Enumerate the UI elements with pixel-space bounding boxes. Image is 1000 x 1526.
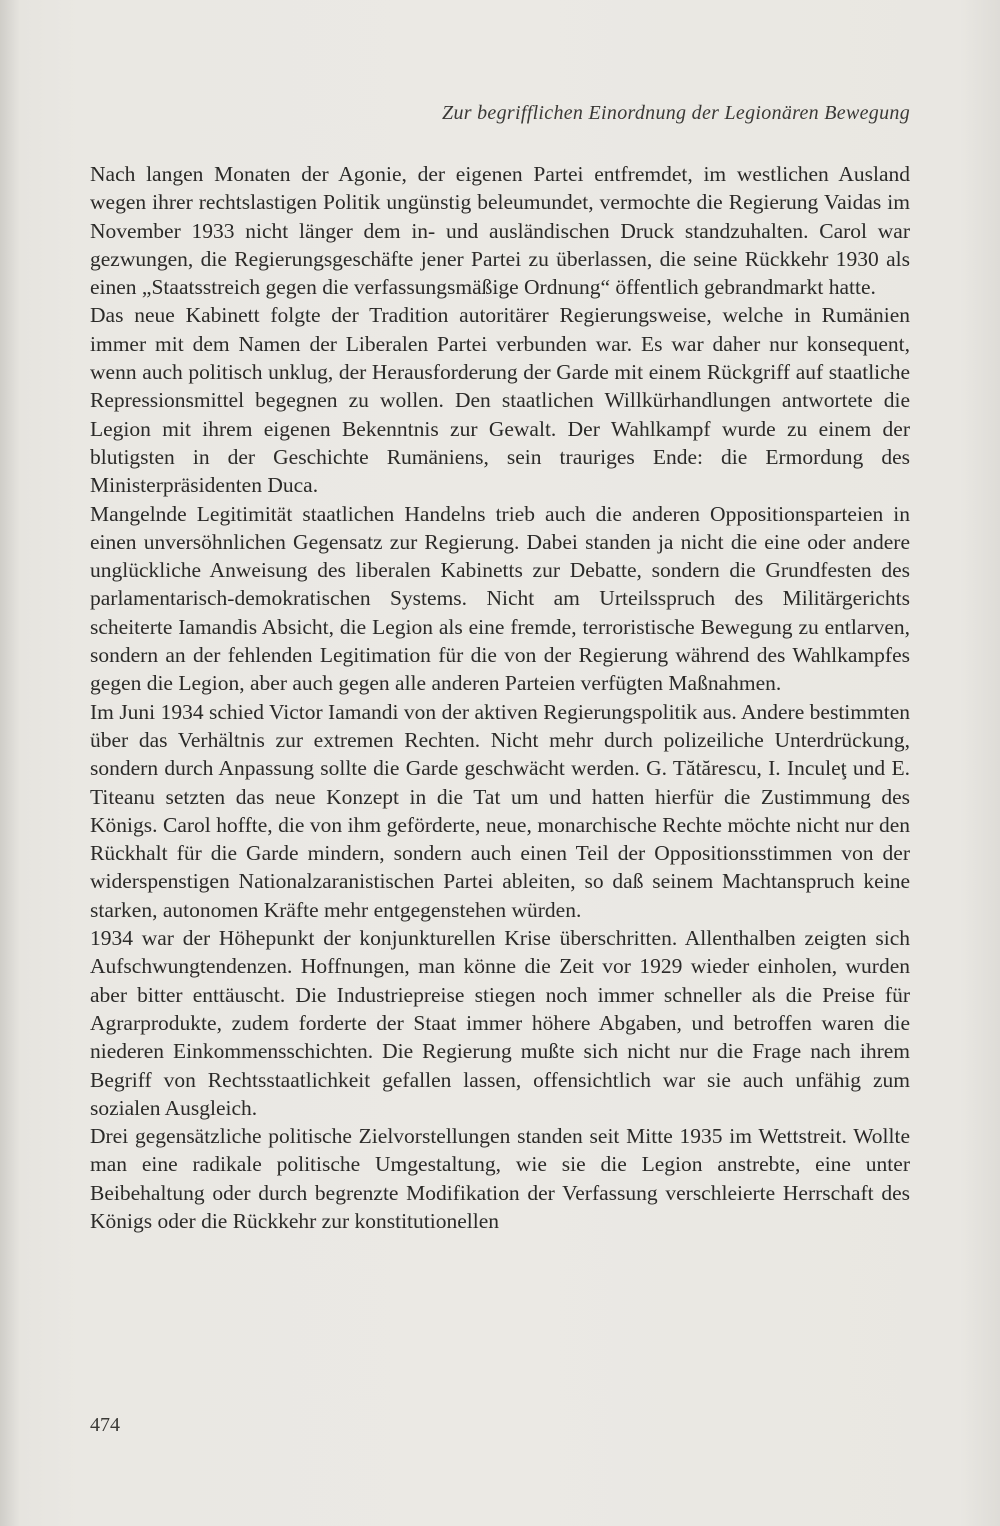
paragraph: Mangelnde Legitimität staatlichen Handelns trieb auch die anderen Oppositionsparteien in einen unversöhnlichen Gegensatz zur Regierung. Dabei standen ja nicht die eine oder andere unglückliche Anweisung des liberalen Kabinetts zur Debatte, sondern die Grundfesten des parlamentarisch-demokratischen Systems. Nicht am Urteilsspruch des Militärgerichts scheiterte Iamandis Absicht, die Legion als eine fremde, terroristische Bewegung zu entlarven, sondern an der fehlenden Legitimation für die von der Regierung während des Wahlkampfes gegen die Legion, aber auch gegen alle anderen Parteien verfügten Maßnahmen.	[90, 501, 910, 696]
paragraph: 1934 war der Höhepunkt der konjunkturellen Krise überschritten. Allenthalben zeigten sich Aufschwungtendenzen. Hoffnungen, man könne die Zeit vor 1929 wieder einholen, wurden aber bitter enttäuscht. Die Industriepreise stiegen noch immer schneller als die Preise für Agrarprodukte, zudem forderte der Staat immer höhere Abgaben, und betroffen waren die niederen Einkommensschichten. Die Regierung mußte sich nicht nur die Frage nach ihrem Begriff von Rechtsstaatlichkeit gefallen lassen, offensichtlich war sie auch unfähig zum sozialen Ausgleich.	[90, 926, 910, 1120]
paragraph: Das neue Kabinett folgte der Tradition autoritärer Regierungsweise, welche in Rumänien immer mit dem Namen der Liberalen Partei verbunden war. Es war daher nur konsequent, wenn auch politisch unklug, der Herausforderung der Garde mit einem Rückgriff auf staatliche Repressionsmittel begegnen zu wollen. Den staatlichen Willkürhandlungen antwortete die Legion mit ihrem eigenen Bekenntnis zur Gewalt. Der Wahlkampf wurde zu einem der blutigsten in der Geschichte Rumäniens, sein trauriges Ende: die Ermordung des Ministerpräsidenten Duca.	[90, 303, 910, 498]
body-text	[90, 160, 910, 1235]
page-number: 474	[90, 1414, 120, 1436]
running-head: Zur begrifflichen Einordnung der Legionären Bewegung	[442, 102, 910, 124]
paragraph: Im Juni 1934 schied Victor Iamandi von der aktiven Regierungspolitik aus. Andere bestimmten über das Verhältnis zur extremen Rechten. Nicht mehr durch polizeiliche Unterdrückung, sondern durch Anpassung sollte die Garde geschwächt werden. G. Tătărescu, I. Inculeţ und E. Titeanu setzten das neue Konzept in die Tat um und hatten hierfür die Zustimmung des Königs. Carol hoffte, die von ihm geförderte, neue, monarchische Rechte möchte nicht nur den Rückhalt für die Garde mindern, sondern auch einen Teil der Oppositionsstimmen von der widerspenstigen Nationalzaranistischen Partei ableiten, so daß seinem Machtanspruch keine starken, autonomen Kräfte mehr entgegenstehen würden.	[90, 699, 910, 922]
paragraph: Drei gegensätzliche politische Zielvorstellungen standen seit Mitte 1935 im Wettstreit. Wollte man eine radikale politische Umgestaltung, wie sie die Legion anstrebte, eine unter Beibehaltung oder durch begrenzte Modifikation der Verfassung verschleierte Herrschaft des Königs oder die Rückkehr zur konstitutionellen	[90, 1124, 910, 1233]
paragraph: Nach langen Monaten der Agonie, der eigenen Partei entfremdet, im westlichen Ausland wegen ihrer rechtslastigen Politik ungünstig beleumundet, vermochte die Regierung Vaidas im November 1933 nicht länger dem in- und ausländischen Druck standzuhalten. Carol war gezwungen, die Regierungsgeschäfte jener Partei zu überlassen, die seine Rückkehr 1930 als einen „Staatsstreich gegen die verfassungsmäßige Ordnung“ öffentlich gebrandmarkt hatte.	[90, 162, 910, 300]
